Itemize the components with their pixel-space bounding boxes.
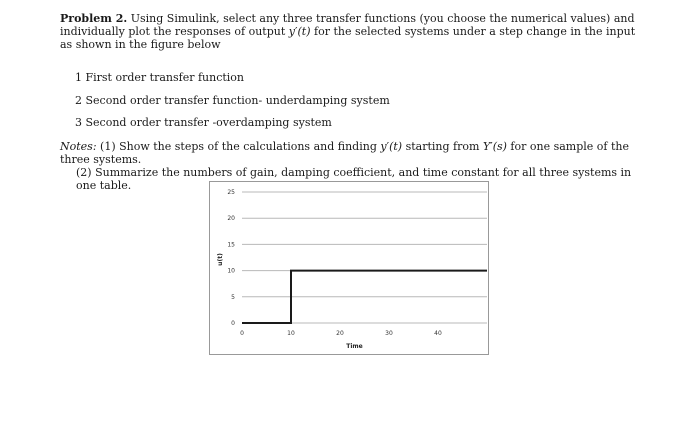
x-tick-label: 20 — [336, 330, 344, 337]
x-tick-label: 10 — [287, 330, 295, 337]
notes-Y-symbol: Y — [482, 140, 491, 153]
y-tick-label: 5 — [231, 293, 235, 301]
notes-line1-b: starting from — [402, 140, 483, 153]
x-tick-label: 40 — [434, 330, 442, 337]
step-input-figure — [209, 181, 489, 355]
list-item-number: 1 — [75, 71, 82, 84]
notes-s-arg: (s) — [492, 140, 507, 153]
y-tick-label: 10 — [227, 267, 235, 275]
y-tick-label: 25 — [227, 189, 235, 196]
problem-text-2: for the selected systems under a step change in the input as shown in the figure below — [60, 25, 636, 51]
y-tick-label: 20 — [227, 215, 235, 223]
list-item-number: 2 — [75, 94, 82, 107]
list-item-text: Second order transfer function- underdamping system — [85, 94, 390, 107]
notes-prime: ′ — [386, 140, 390, 153]
notes-label: Notes: — [60, 140, 97, 153]
list-item-text: Second order transfer -overdamping system — [85, 116, 332, 129]
notes-line1-a: (1) Show the steps of the calculations and finding — [96, 140, 381, 153]
problem-label: Problem 2. — [60, 12, 128, 25]
x-axis-label: Time — [346, 343, 363, 350]
list-item-text: First order transfer function — [85, 71, 245, 84]
notes-line2: (2) Summarize the numbers of gain, damping coefficient, and time constant for all three systems in one table. — [76, 166, 632, 192]
problem-t-arg: (t) — [297, 25, 311, 38]
list-item-overdamping — [75, 116, 332, 129]
list-item-first-order — [75, 71, 244, 84]
y-tick-label: 15 — [227, 241, 235, 249]
notes-t-arg: (t) — [389, 140, 403, 153]
problem-statement — [60, 12, 650, 51]
x-tick-label: 0 — [240, 330, 244, 337]
x-tick-label: 30 — [385, 330, 393, 337]
step-chart — [210, 182, 488, 354]
notes-line1-c: for one sample of the three systems. — [60, 140, 630, 166]
y-axis-label: u(t) — [217, 253, 224, 266]
notes-y-symbol: y — [380, 140, 387, 153]
problem-prime: ′ — [294, 25, 298, 38]
problem-text-1: Using Simulink, select any three transfer functions (you choose the numerical values) and individually plot the responses of output — [60, 12, 635, 38]
list-item-number: 3 — [75, 116, 82, 129]
notes-prime-2: ′ — [490, 140, 493, 153]
list-item-underdamping — [75, 94, 390, 107]
problem-y-symbol: y — [288, 25, 295, 38]
y-tick-label: 0 — [231, 320, 235, 327]
